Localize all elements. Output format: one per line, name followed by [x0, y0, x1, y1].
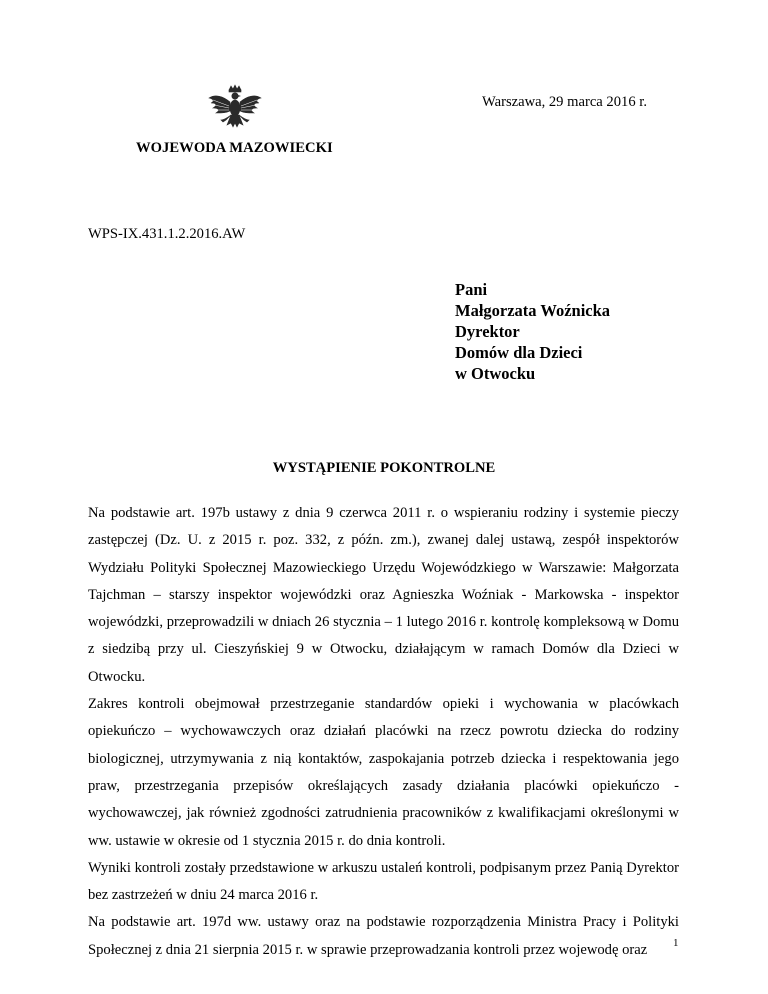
body-paragraph: Na podstawie art. 197d ww. ustawy oraz na podstawie rozporządzenia Ministra Pracy i Polityki Społecznej z dnia 21 sierpnia 2015 r. w sprawie przeprowadzania kontroli przez wojewodę oraz [88, 914, 679, 958]
page-number: 1 [673, 937, 679, 949]
polish-eagle-emblem-icon [205, 84, 265, 144]
addressee-location: w Otwocku [455, 364, 536, 383]
document-title: WYSTĄPIENIE POKONTROLNE [272, 460, 496, 476]
addressee-name: Małgorzata Woźnicka [455, 301, 611, 320]
addressee-block [455, 279, 610, 384]
body-paragraph: Zakres kontroli obejmował przestrzeganie standardów opieki i wychowania w placówkach opiekuńczo – wychowawczych oraz działań placówki na rzecz powrotu dziecka do rodziny biologicznej, utrzymywania z nią kontaktów, zaspokajania potrzeb dziecka i respektowania jego praw, przestrzegania przepisów określających zasady działania placówki opiekuńczo - wychowawczej, jak również zgodności zatrudnienia pracowników z kwalifikacjami określonymi w ww. ustawie w okresie od 1 stycznia 2015 r. do dnia kontroli. [88, 696, 679, 849]
body-paragraph: Wyniki kontroli zostały przedstawione w arkuszu ustaleń kontroli, podpisanym przez Panią Dyrektor bez zastrzeżeń w dniu 24 marca 2016 r. [88, 859, 679, 904]
body-paragraph: Na podstawie art. 197b ustawy z dnia 9 czerwca 2011 r. o wspieraniu rodziny i systemie pieczy zastępczej (Dz. U. z 2015 r. poz. 332, z późn. zm.), zwanej dalej ustawą, zespół inspektorów Wydziału Polityki Społecznej Mazowieckiego Urzędu Wojewódzkiego w Warszawie: Małgorzata Tajchman – starszy inspektor wojewódzki oraz Agnieszka Woźniak - Markowska - inspektor wojewódzki, przeprowadzili w dniach 26 stycznia – 1 lutego 2016 r. kontrolę kompleksową w Domu z siedzibą przy ul. Cieszyńskiej 9 w Otwocku, działającym w ramach Domów dla Dzieci w Otwocku. [88, 505, 679, 685]
addressee-institution: Domów dla Dzieci [455, 343, 583, 362]
document-body [88, 500, 679, 964]
addressee-position: Dyrektor [455, 322, 520, 341]
issuer-title: WOJEWODA MAZOWIECKI [136, 140, 333, 156]
addressee-line: Pani [455, 280, 488, 299]
place-and-date: Warszawa, 29 marca 2016 r. [482, 94, 647, 110]
reference-number: WPS-IX.431.1.2.2016.AW [88, 226, 246, 242]
